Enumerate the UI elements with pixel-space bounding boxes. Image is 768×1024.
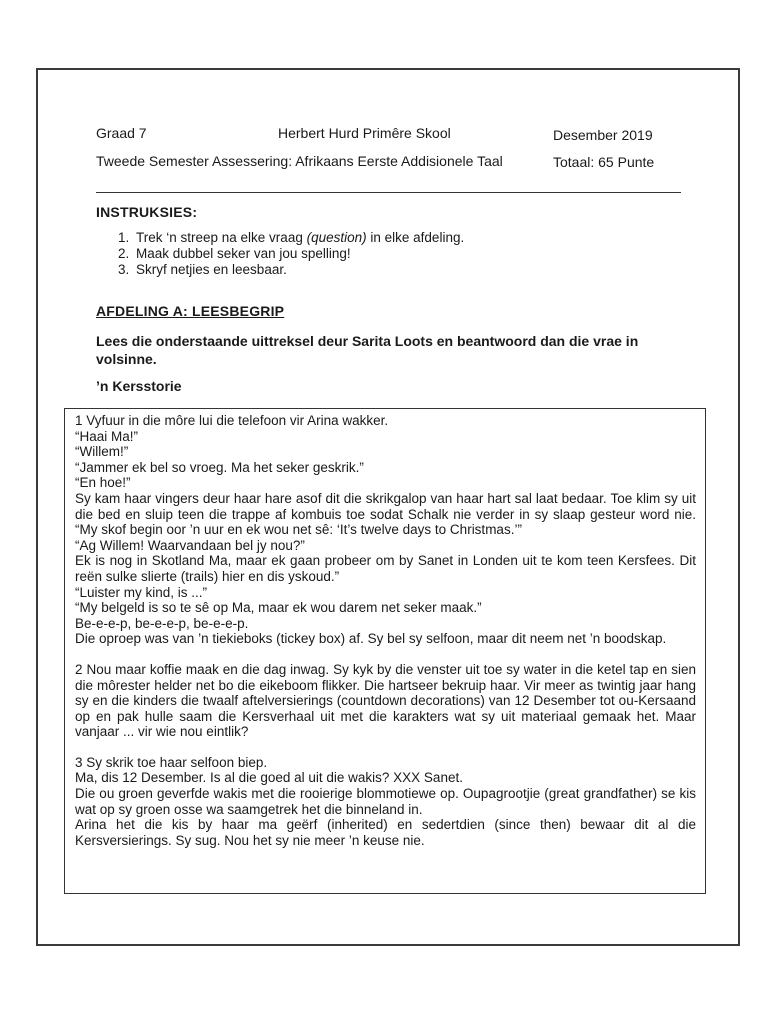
instructions-heading: INSTRUKSIES: (96, 204, 198, 220)
school-name: Herbert Hurd Primêre Skool (278, 125, 451, 141)
assessment-title: Tweede Semester Assessering: Afrikaans Eerste Addisionele Taal (96, 153, 503, 169)
story-line: Be-e-e-p, be-e-e-p, be-e-e-p. (75, 615, 249, 631)
story-line: Die oproep was van ’n tiekieboks (tickey box) af. Sy bel sy selfoon, maar dit neem net ’n boodskap. (75, 631, 667, 647)
story-line: Die ou groen geverfde wakis met die rooierige blommotiewe op. Oupagrootjie (great grandfather) se kis wat op sy groen osse wa saamgetrek het die binneland in. (75, 786, 696, 817)
story-line: “Willem!” (75, 444, 129, 460)
story-line: Arina het die kis by haar ma geërf (inherited) en sedertdien (since then) bewaar dit al die Kersversierings. Sy sug. Nou het sy nie meer ’n keuse nie. (75, 817, 696, 848)
story-line: 3 Sy skrik toe haar selfoon biep. (75, 754, 268, 770)
instruction-item: 2. Maak dubbel seker van jou spelling! (118, 246, 351, 261)
story-paragraph-2: 2 Nou maar koffie maak en die dag inwag. Sy kyk by die venster uit toe sy water in die ketel tap en sien die môrester helder net bo die eikeboom flikker. Die hartseer bekruip haar. Vir meer as twintig jaar hang sy en die kinders die twaalf aftelversierings (countdown decorations) van 12 Desember tot ou-Kersaand op en pak hulle saam die Kersverhaal uit met die karakters wat sy uit materiaal gemaak het. Maar vanjaar ... vir wie nou eintlik? (75, 661, 696, 740)
section-heading: AFDELING A: LEESBEGRIP (96, 303, 285, 319)
exam-date: Desember 2019 (553, 127, 653, 143)
story-line: “Haai Ma!” (75, 428, 139, 444)
total-marks: Totaal: 65 Punte (553, 154, 655, 170)
section-lead-text: Lees die onderstaande uittreksel deur Sarita Loots en beantwoord dan die vrae in volsinne. (96, 333, 639, 367)
story-line: “My belgeld is so te sê op Ma, maar ek wou darem net seker maak.” (75, 600, 482, 616)
story-line: Ek is nog in Skotland Ma, maar ek gaan probeer om by Sanet in Londen uit te kom teen Kersfees. Dit reën sulke slierte (trails) hier en dis yskoud.” (75, 553, 696, 584)
instructions-list (118, 230, 464, 278)
story-line: “Luister my kind, is ...” (75, 584, 208, 600)
story-line: “Ag Willem! Waarvandaan bel jy nou?” (75, 537, 305, 553)
grade-label: Graad 7 (96, 125, 147, 141)
story-excerpt-box (64, 408, 706, 894)
instruction-item: 1. Trek ‘n streep na elke vraag (question) in elke afdeling. (118, 230, 465, 245)
story-line: “Jammer ek bel so vroeg. Ma het seker geskrik.” (75, 459, 364, 475)
story-title: ’n Kersstorie (96, 378, 182, 394)
story-line: 1 Vyfuur in die môre lui die telefoon vir Arina wakker. (75, 413, 389, 428)
story-line: “En hoe!” (75, 475, 131, 491)
story-line: Ma, dis 12 Desember. Is al die goed al uit die wakis? XXX Sanet. (75, 770, 463, 786)
story-line: Sy kam haar vingers deur haar hare asof dit die skrikgalop van haar hart sal laat bedaar. Toe klim sy uit die bed en sluip teen die trappe af kombuis toe sodat Schalk nie verder in sy slaap gesteur word nie. “My skof begin oor ’n uur en ek wou net sê: ‘It’s twelve days to Christmas.’” (75, 490, 696, 538)
header-divider (96, 192, 681, 193)
instruction-item: 3. Skryf netjies en leesbaar. (118, 262, 287, 277)
